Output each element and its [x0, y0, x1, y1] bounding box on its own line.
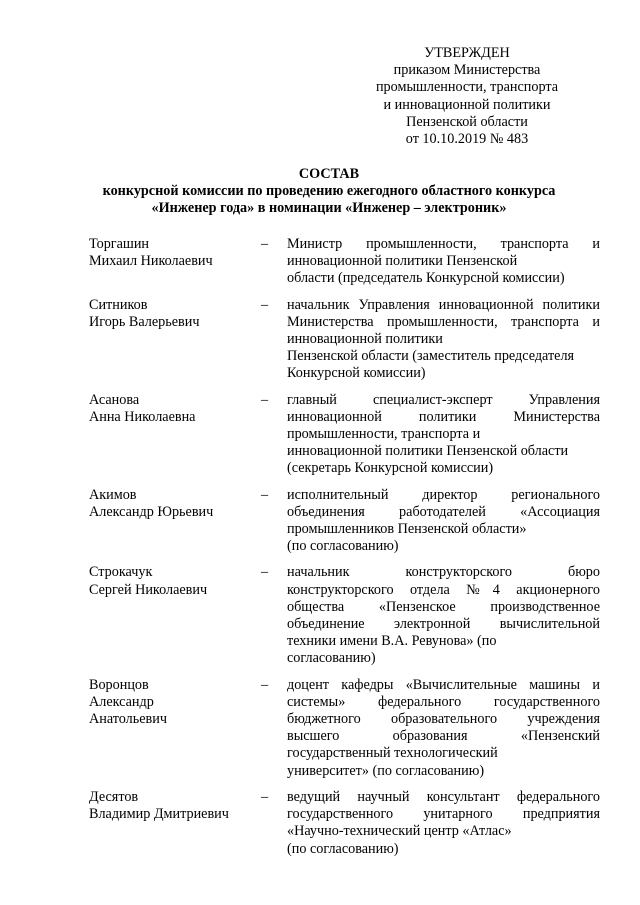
approval-line: приказом Министерства	[393, 62, 541, 79]
member-row	[89, 677, 601, 780]
member-row	[89, 236, 601, 288]
member-given-name: Александр Юрьевич	[89, 503, 214, 520]
member-given-name: Сергей Николаевич	[89, 581, 208, 598]
member-given-name: Игорь Валерьевич	[89, 313, 200, 330]
member-name	[89, 677, 261, 780]
approval-date: от 10.10.2019 № 483	[405, 131, 529, 148]
title-heading: СОСТАВ	[298, 166, 360, 182]
member-role	[287, 564, 600, 667]
member-role-text: ведущий научный консультант федерального государственного унитарного предприятия «Научно-технический центр «Атлас»	[287, 788, 600, 840]
member-name	[89, 564, 261, 667]
member-role	[287, 236, 600, 288]
member-surname: Строкачук	[89, 564, 153, 581]
member-name	[89, 236, 261, 288]
member-role	[287, 297, 600, 383]
approval-line: промышленности, транспорта	[375, 79, 559, 96]
member-role	[287, 392, 600, 478]
member-name	[89, 392, 261, 478]
separator-dash: –	[261, 788, 269, 805]
commission-members	[89, 236, 601, 867]
member-role-text: начальник Управления инновационной политики Министерства промышленности, транспорта и инновационной политики	[287, 296, 600, 348]
approval-heading: УТВЕРЖДЕН	[424, 45, 510, 61]
member-role	[287, 487, 600, 556]
member-surname: Торгашин	[89, 236, 150, 252]
member-role-text: главный специалист-эксперт Управления инновационной политики Министерства промышленности, транспорта и	[287, 391, 600, 443]
title-subheading: конкурсной комиссии по проведению ежегодного областного конкурса	[102, 183, 556, 200]
title-subheading: «Инженер года» в номинации «Инженер – электроник»	[151, 200, 507, 217]
member-role-tail: области (председатель Конкурсной комиссии)	[287, 270, 565, 287]
separator-dash: –	[261, 236, 269, 252]
member-row	[89, 297, 601, 383]
member-role-tail: инновационной политики Пензенской области (секретарь Конкурсной комиссии)	[287, 443, 569, 477]
member-role-text: исполнительный директор регионального объединения работодателей «Ассоциация промышленников Пензенской области»	[287, 486, 600, 538]
member-row	[89, 564, 601, 667]
member-surname: Акимов	[89, 486, 137, 503]
member-given-name: Анна Николаевна	[89, 408, 196, 425]
member-given-name: Александр	[89, 693, 154, 710]
approval-line: и инновационной политики	[383, 96, 551, 113]
member-name	[89, 789, 261, 858]
member-patronymic: Анатольевич	[89, 711, 167, 728]
member-role-tail: университет» (по согласованию)	[287, 762, 485, 779]
member-role-text: начальник конструкторского бюро конструкторского отдела №4 акционерного общества «Пензенское производственное объединение электронной вычислительной техники имени В.А. Ревунова» (по	[287, 564, 600, 650]
member-name	[89, 487, 261, 556]
member-role-tail: согласованию)	[287, 650, 376, 667]
member-surname: Воронцов	[89, 676, 149, 693]
separator-dash: –	[261, 486, 269, 503]
separator-dash: –	[261, 564, 269, 581]
member-row	[89, 487, 601, 556]
member-row	[89, 789, 601, 858]
document-title	[40, 166, 618, 218]
member-role	[287, 789, 600, 858]
separator-dash: –	[261, 676, 269, 693]
member-row	[89, 392, 601, 478]
member-given-name: Владимир Дмитриевич	[89, 806, 229, 823]
member-role-tail: (по согласованию)	[287, 840, 399, 857]
approval-line: Пензенской области	[406, 113, 528, 130]
member-surname: Асанова	[89, 391, 140, 408]
separator-dash: –	[261, 296, 269, 313]
member-role-text: доцент кафедры «Вычислительные машины и системы» федерального государственного бюджетного образовательного учреждения высшего образования «Пензенский государственный технологический	[287, 676, 600, 762]
member-surname: Ситников	[89, 296, 148, 313]
member-surname: Десятов	[89, 788, 139, 805]
member-role-tail: Пензенской области (заместитель председателя Конкурсной комиссии)	[287, 348, 575, 382]
member-role-text: Министр промышленности, транспорта и инновационной политики Пензенской	[287, 236, 600, 270]
member-role-tail: (по согласованию)	[287, 538, 399, 555]
member-given-name: Михаил Николаевич	[89, 253, 213, 270]
member-role	[287, 677, 600, 780]
approval-stamp	[360, 45, 574, 148]
member-name	[89, 297, 261, 383]
separator-dash: –	[261, 391, 269, 408]
